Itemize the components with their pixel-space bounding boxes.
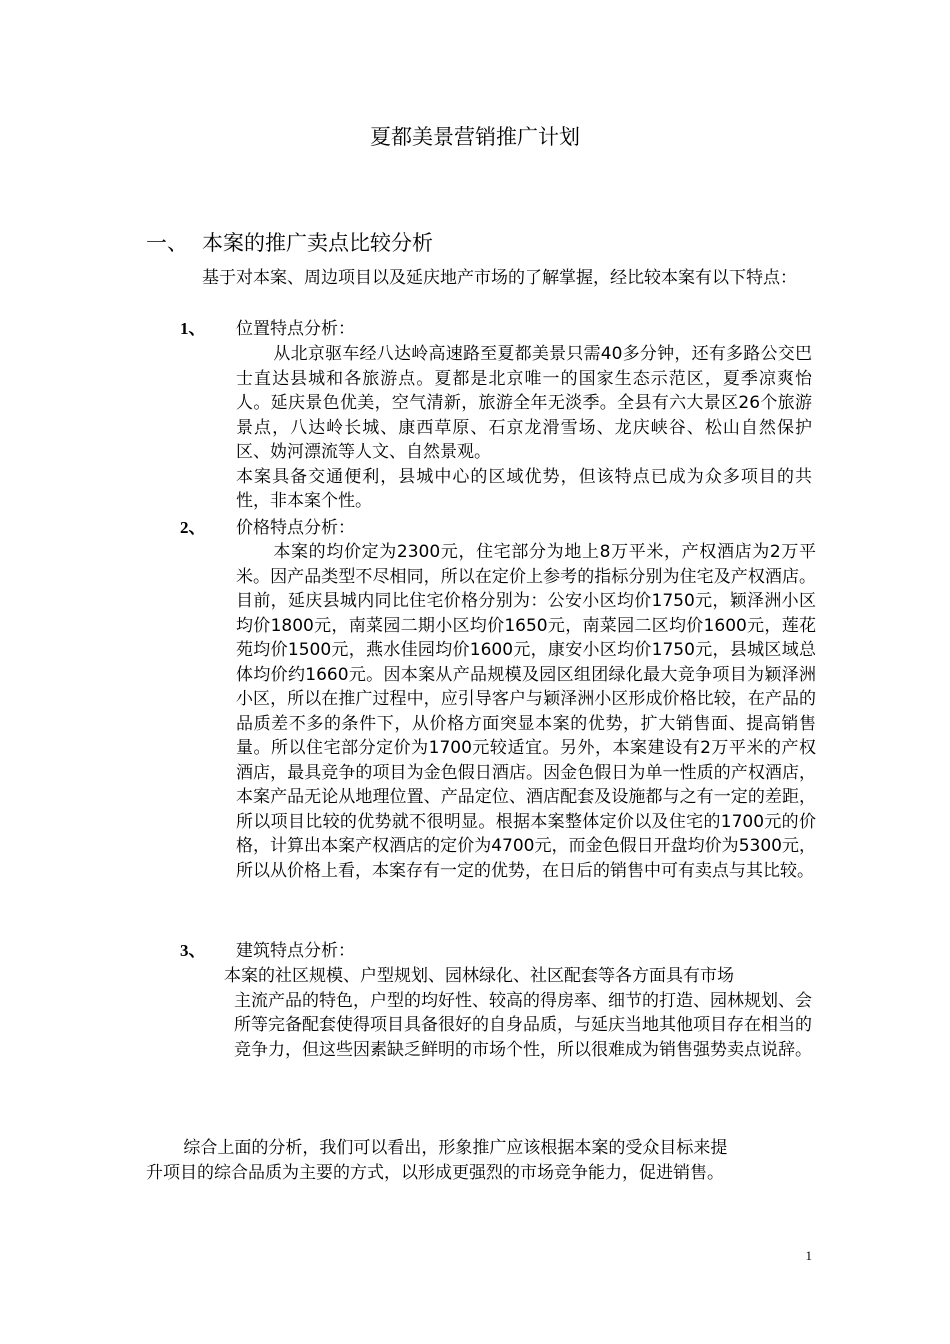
summary bbox=[146, 1136, 812, 1185]
section-intro bbox=[202, 266, 812, 291]
item-2-paragraph: 本案的均价定为2300元，住宅部分为地上8万平米，产权酒店为2万平米。因产品类型不尽相同，所以在定价上参考的指标分别为住宅及产权酒店。目前，延庆县城内同比住宅价格分别为：公安小区均价1750元，颖泽洲小区均价1800元，南菜园二期小区均价1650元，南菜园二区均价1600元，莲花苑均价1500元，燕水佳园均价1600元，康安小区均价1750元，县城区域总体均价约1660元。因本案从产品规模及园区组团绿化最大竞争项目为颖泽洲小区，所以在推广过程中，应引导客户与颖泽洲小区形成价格比较，在产品的品质差不多的条件下，从价格方面突显本案的优势，扩大销售面、提高销售量。所以住宅部分定价为1700元较适宜。另外，本案建设有2万平米的产权酒店，最具竞争的项目为金色假日酒店。因金色假日为单一性质的产权酒店，本案产品无论从地理位置、产品定位、酒店配套及设施都与之有一定的差距，所以项目比较的优势就不很明显。根据本案整体定价以及住宅的1700元的价格，计算出本案产权酒店的定价为4700元，而金色假日开盘均价为5300元，所以从价格上看，本案存有一定的优势，在日后的销售中可有卖点与其比较。 bbox=[236, 542, 816, 881]
summary-line: 升项目的综合品质为主要的方式，以形成更强烈的市场竞争能力，促进销售。 bbox=[146, 1162, 724, 1183]
item-2-body bbox=[236, 540, 816, 883]
page-number: 1 bbox=[805, 1248, 812, 1263]
item-1-body bbox=[236, 342, 812, 514]
item-3-paragraph: 主流产品的特色，户型的均好性、较高的得房率、细节的打造、园林规划、会所等完备配套使得项目具备很好的自身品质，与延庆当地其他项目存在相当的竞争力，但这些因素缺乏鲜明的市场个性，所以很难成为销售强势卖点说辞。 bbox=[234, 990, 812, 1060]
section-title: 本案的推广卖点比较分析 bbox=[202, 231, 433, 255]
section-number: 一、 bbox=[146, 231, 188, 255]
item-1-paragraph: 本案具备交通便利，县城中心的区域优势，但该特点已成为众多项目的共性，非本案个性。 bbox=[236, 466, 812, 511]
document-title: 夏都美景营销推广计划 bbox=[370, 125, 580, 149]
item-3-title: 建筑特点分析： bbox=[236, 941, 355, 961]
summary-line: 综合上面的分析，我们可以看出，形象推广应该根据本案的受众目标来提 bbox=[183, 1138, 728, 1158]
intro-paragraph: 基于对本案、周边项目以及延庆地产市场的了解掌握，经比较本案有以下特点： bbox=[202, 268, 797, 288]
item-2-number: 2、 bbox=[180, 518, 206, 537]
item-1-title: 位置特点分析： bbox=[236, 319, 355, 339]
item-2-title: 价格特点分析： bbox=[236, 518, 355, 538]
item-3-number: 3、 bbox=[180, 941, 206, 960]
item-3-body bbox=[224, 964, 812, 1062]
item-3-paragraph: 本案的社区规模、户型规划、园林绿化、社区配套等各方面具有市场 bbox=[224, 966, 734, 986]
item-1-paragraph: 从北京驱车经八达岭高速路至夏都美景只需40多分钟，还有多路公交巴士直达县城和各旅游点。夏都是北京唯一的国家生态示范区，夏季凉爽怡人。延庆景色优美，空气清新，旅游全年无淡季。全县有六大景区26个旅游景点，八达岭长城、康西草原、石京龙滑雪场、龙庆峡谷、松山自然保护区、妫河漂流等人文、自然景观。 bbox=[236, 344, 812, 462]
item-1-number: 1、 bbox=[180, 319, 206, 338]
